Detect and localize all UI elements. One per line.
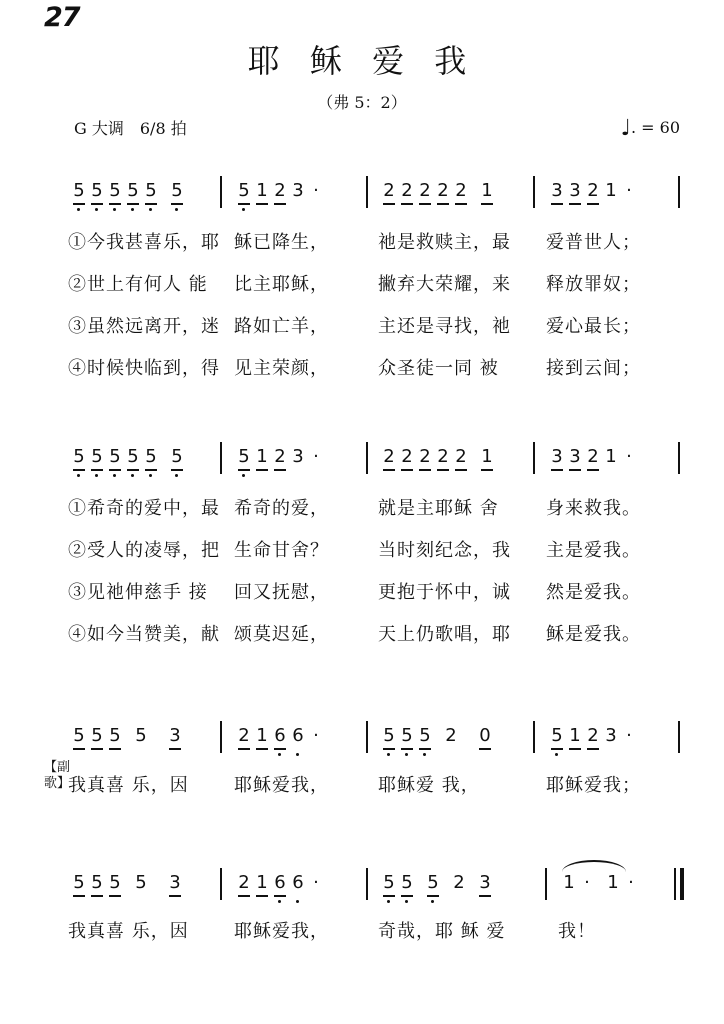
note: 1 <box>566 725 584 751</box>
barline <box>533 176 535 208</box>
note: 5 <box>70 446 88 472</box>
lyric-chorus: 耶稣爱我， <box>234 775 329 796</box>
note: 1 <box>478 180 496 206</box>
barline <box>220 721 222 753</box>
lyric-verse-2: 生命甘舍？ <box>234 540 329 561</box>
lyric-verse-1: 就是主耶稣 舍 <box>378 498 499 519</box>
note: 5 <box>168 446 186 472</box>
scripture-reference: （弗 5：2） <box>317 93 407 112</box>
note: 5 <box>88 446 106 472</box>
note: 1 <box>605 446 617 467</box>
note: 2 <box>434 180 452 206</box>
lyric-verse-4: 接到云间； <box>546 358 641 379</box>
measure <box>70 180 186 206</box>
note: · <box>626 446 632 467</box>
barline <box>533 721 535 753</box>
notation-row-4c <box>380 872 494 898</box>
note: 5 <box>106 180 124 206</box>
note: 3 <box>292 180 304 201</box>
lyric-chorus: 奇哉，耶 稣 爱 <box>378 921 506 942</box>
lyric-verse-3: 爱心最长； <box>546 316 641 337</box>
note: 5 <box>106 872 124 898</box>
lyric-verse-3: 主还是寻找，祂 <box>378 316 511 337</box>
song-title: 耶 稣 爱 我 <box>247 42 477 80</box>
note: 5 <box>142 180 160 206</box>
note: 2 <box>271 180 289 206</box>
note: 6 <box>271 725 289 751</box>
tempo-marking <box>621 116 680 141</box>
note: 2 <box>271 446 289 472</box>
note: 5 <box>70 872 88 898</box>
notation-row-4b <box>235 872 325 898</box>
note: 2 <box>452 180 470 206</box>
lyric-verse-4: ④如今当赞美，献 <box>68 624 220 645</box>
barline <box>220 868 222 900</box>
note: 1 <box>253 872 271 898</box>
note: 2 <box>235 725 253 751</box>
note: 2 <box>452 446 470 472</box>
note: 1 <box>605 180 617 201</box>
lyric-verse-1: 身来救我。 <box>546 498 641 519</box>
note: 5 <box>106 446 124 472</box>
lyric-chorus: 耶稣爱我； <box>546 775 641 796</box>
note: 6 <box>271 872 289 898</box>
lyric-verse-1: 希奇的爱， <box>234 498 329 519</box>
note: · <box>626 725 632 746</box>
note: 0 <box>476 725 494 751</box>
lyric-verse-3: 路如亡羊， <box>234 316 329 337</box>
lyric-verse-1: ①希奇的爱中，最 <box>68 498 220 519</box>
quarter-note-icon: ♩ <box>620 116 631 141</box>
note: 3 <box>548 180 566 206</box>
notation-row-3d <box>548 725 638 751</box>
notation-row-3 <box>70 725 184 751</box>
lyric-verse-4: 众圣徒一同 被 <box>378 358 499 379</box>
note: 2 <box>416 446 434 472</box>
note: 3 <box>548 446 566 472</box>
lyric-verse-4: 稣是爱我。 <box>546 624 641 645</box>
lyric-verse-2: 释放罪奴； <box>546 274 641 295</box>
note: 1 <box>563 872 575 893</box>
lyric-verse-4: 天上仍歌唱，耶 <box>378 624 511 645</box>
page-number: 27 <box>44 2 80 33</box>
notation-row-2d <box>548 446 638 472</box>
lyric-verse-3: ③虽然远离开，迷 <box>68 316 220 337</box>
chorus-label: 【副歌】 <box>44 760 71 791</box>
note: 2 <box>380 446 398 472</box>
note: 5 <box>380 872 398 898</box>
note: · <box>313 446 319 467</box>
notation-row-1 <box>70 180 186 206</box>
note: 3 <box>292 446 304 467</box>
note: 5 <box>70 725 88 751</box>
note: 5 <box>135 872 147 893</box>
lyric-verse-2: 比主耶稣， <box>234 274 329 295</box>
barline <box>366 176 368 208</box>
lyric-verse-3: 然是爱我。 <box>546 582 641 603</box>
note: · <box>628 872 634 893</box>
notation-row-2b <box>235 446 325 472</box>
note: · <box>626 180 632 201</box>
note: 5 <box>106 725 124 751</box>
lyric-verse-1: 稣已降生， <box>234 232 329 253</box>
note: 5 <box>398 872 416 898</box>
notation-row-4d <box>560 872 640 898</box>
note: 5 <box>424 872 442 898</box>
notation-row-1d <box>548 180 638 206</box>
note: 5 <box>416 725 434 751</box>
barline <box>366 721 368 753</box>
note: 3 <box>166 725 184 751</box>
note: 5 <box>235 446 253 472</box>
lyric-verse-1: ①今我甚喜乐，耶 <box>68 232 220 253</box>
tempo-value: . = 60 <box>630 118 680 137</box>
note: 3 <box>566 180 584 206</box>
note: 5 <box>88 725 106 751</box>
lyric-verse-2: ②受人的凌辱，把 <box>68 540 220 561</box>
lyric-chorus: 耶稣爱 我， <box>378 775 480 796</box>
note: 5 <box>548 725 566 751</box>
lyric-verse-3: 回又抚慰， <box>234 582 329 603</box>
notation-row-4 <box>70 872 184 898</box>
barline <box>366 868 368 900</box>
note: 2 <box>584 180 602 206</box>
notation-row-2c <box>380 446 496 472</box>
note: · <box>313 725 319 746</box>
notation-row-1c <box>380 180 496 206</box>
lyric-verse-2: ②世上有何人 能 <box>68 274 208 295</box>
lyric-verse-1: 祂是救赎主，最 <box>378 232 511 253</box>
lyric-verse-2: 当时刻纪念，我 <box>378 540 511 561</box>
note: 5 <box>142 446 160 472</box>
note: 2 <box>380 180 398 206</box>
lyric-verse-3: ③见祂伸慈手 接 <box>68 582 208 603</box>
lyric-verse-2: 主是爱我。 <box>546 540 641 561</box>
note: 2 <box>398 180 416 206</box>
notation-row-1b <box>235 180 325 206</box>
barline <box>366 442 368 474</box>
note: 1 <box>253 446 271 472</box>
notation-row-2 <box>70 446 186 472</box>
note: 5 <box>398 725 416 751</box>
barline <box>678 721 680 753</box>
key-and-time-signature: G 大调 6/8 拍 <box>74 119 187 138</box>
note: · <box>313 872 319 893</box>
barline <box>678 442 680 474</box>
note: 3 <box>605 725 617 746</box>
barline <box>220 176 222 208</box>
note: 6 <box>289 872 307 898</box>
barline <box>220 442 222 474</box>
notation-row-3b <box>235 725 325 751</box>
note: 5 <box>235 180 253 206</box>
note: 5 <box>380 725 398 751</box>
lyric-verse-4: ④时候快临到，得 <box>68 358 220 379</box>
lyric-verse-3: 更抱于怀中，诚 <box>378 582 511 603</box>
note: 5 <box>88 180 106 206</box>
note: 3 <box>476 872 494 898</box>
note: · <box>313 180 319 201</box>
note: 5 <box>135 725 147 746</box>
note: 2 <box>235 872 253 898</box>
note: 1 <box>253 180 271 206</box>
note: 3 <box>166 872 184 898</box>
note: 1 <box>478 446 496 472</box>
lyric-chorus: 我！ <box>558 921 596 942</box>
note: 2 <box>584 725 602 751</box>
note: · <box>584 872 590 893</box>
lyric-chorus: 我真喜 乐，因 <box>68 921 189 942</box>
note: 2 <box>445 725 457 746</box>
lyric-verse-4: 见主荣颜， <box>234 358 329 379</box>
lyric-verse-2: 撇弃大荣耀，来 <box>378 274 511 295</box>
note: 5 <box>124 180 142 206</box>
note: 5 <box>70 180 88 206</box>
lyric-chorus: 耶稣爱我， <box>234 921 329 942</box>
note: 2 <box>453 872 465 893</box>
note: 6 <box>289 725 307 751</box>
note: 2 <box>416 180 434 206</box>
notation-row-3c <box>380 725 494 751</box>
note: 2 <box>434 446 452 472</box>
barline <box>545 868 547 900</box>
note: 1 <box>253 725 271 751</box>
note: 1 <box>607 872 619 893</box>
barline <box>678 176 680 208</box>
barline <box>533 442 535 474</box>
note: 3 <box>566 446 584 472</box>
note: 2 <box>398 446 416 472</box>
lyric-verse-4: 颂莫迟延， <box>234 624 329 645</box>
note: 2 <box>584 446 602 472</box>
note: 5 <box>168 180 186 206</box>
note: 5 <box>88 872 106 898</box>
note: 5 <box>124 446 142 472</box>
final-barline <box>674 868 676 900</box>
lyric-chorus: 我真喜 乐，因 <box>68 775 189 796</box>
final-barline-thick <box>680 868 684 900</box>
lyric-verse-1: 爱普世人； <box>546 232 641 253</box>
